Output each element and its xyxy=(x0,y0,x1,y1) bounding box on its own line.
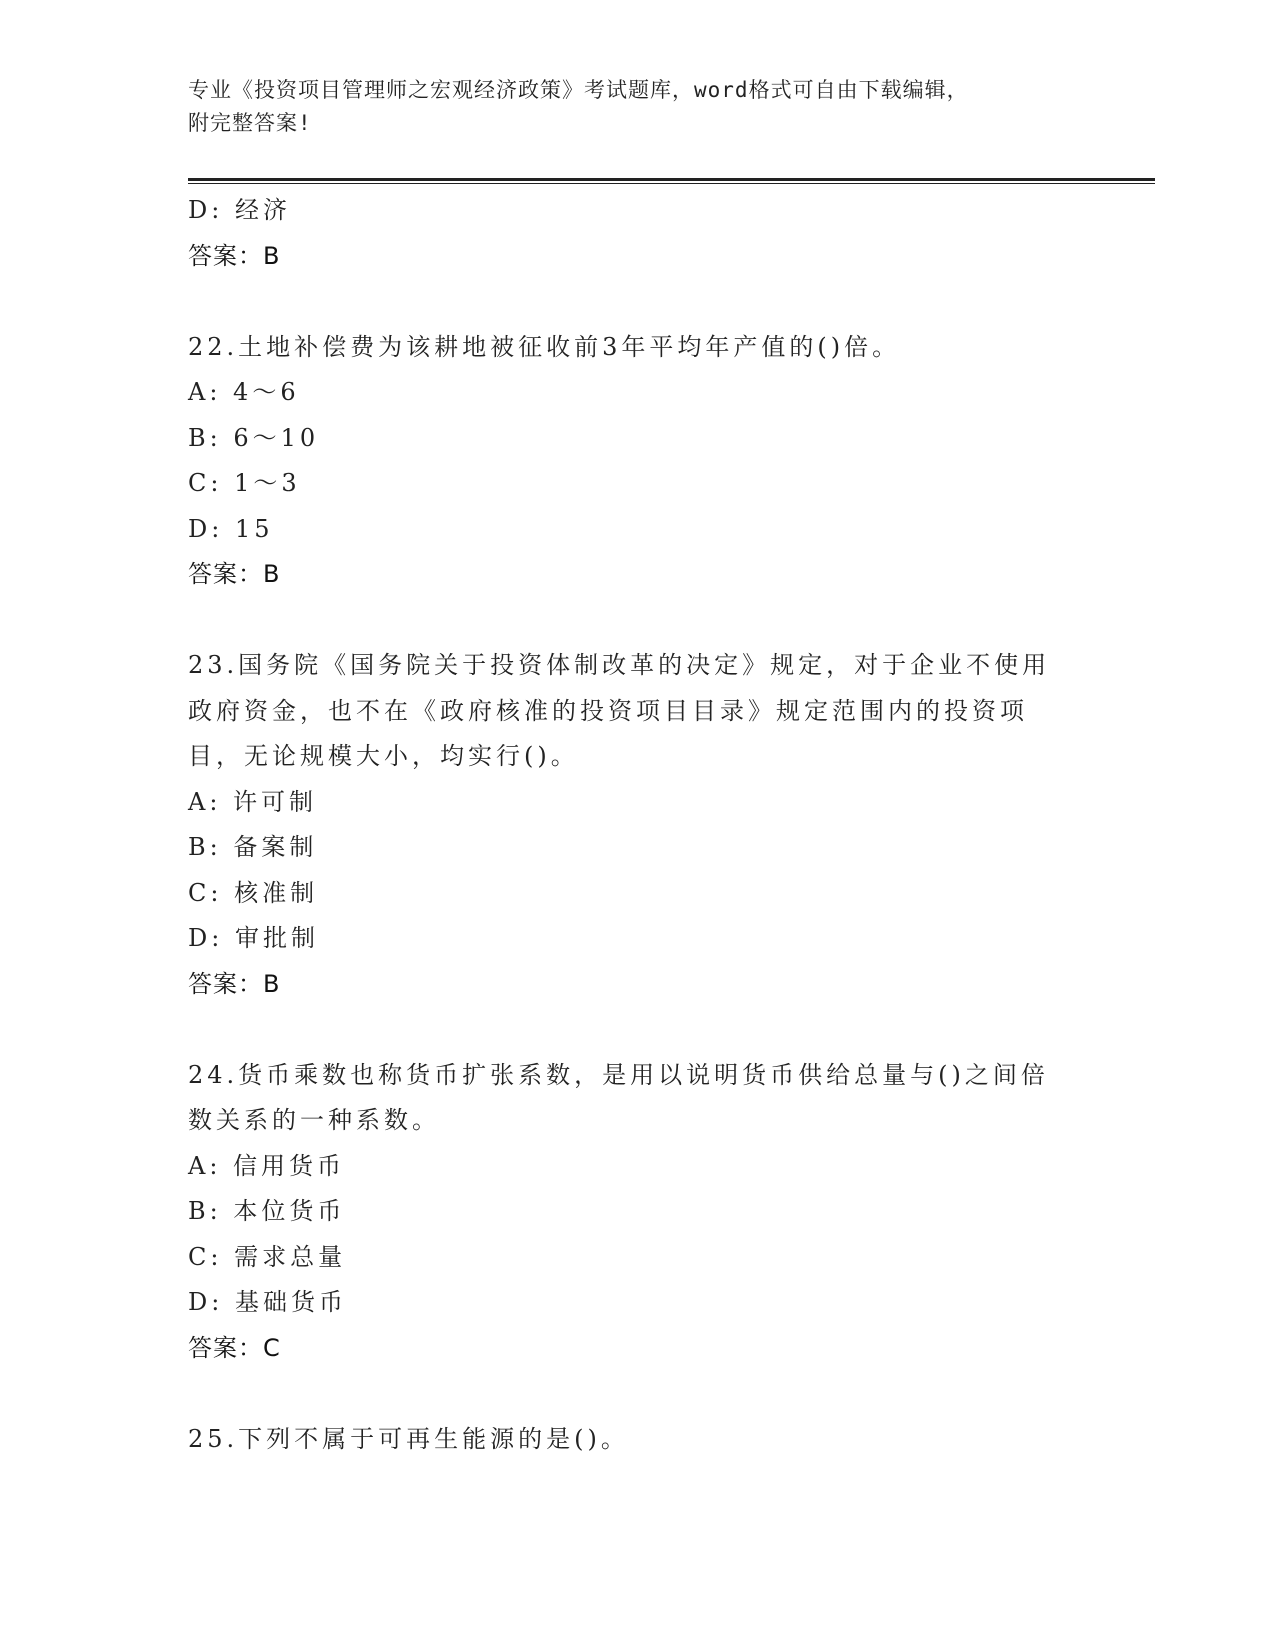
previous-question-tail xyxy=(188,188,1088,279)
option-c: C: 核准制 xyxy=(188,878,319,907)
option-d: D: 审批制 xyxy=(188,924,319,952)
header-line-1: 专业《投资项目管理师之宏观经济政策》考试题库，word格式可自由下载编辑， xyxy=(188,78,969,102)
option-a: A: 4～6 xyxy=(188,378,300,406)
question-stem-line-1: 24.货币乘数也称货币扩张系数，是用以说明货币供给总量与()之间倍 xyxy=(188,1060,1049,1089)
header-line-2: 附完整答案! xyxy=(188,111,312,135)
option-d: D: 基础货币 xyxy=(188,1288,347,1316)
question-list xyxy=(188,188,1088,1462)
question-stem: 22.土地补偿费为该耕地被征收前3年平均年产值的()倍。 xyxy=(188,332,901,361)
option-c: C: 1～3 xyxy=(188,469,301,497)
option-d: D: 经济 xyxy=(188,196,291,224)
option-a: A: 许可制 xyxy=(188,787,318,816)
answer-line: 答案：B xyxy=(188,241,281,270)
option-b: B: 备案制 xyxy=(188,833,318,861)
option-a: A: 信用货币 xyxy=(188,1151,346,1180)
answer-line: 答案：B xyxy=(188,560,281,588)
question-stem: 25.下列不属于可再生能源的是()。 xyxy=(188,1424,629,1453)
header-divider xyxy=(188,178,1155,181)
option-c: C: 需求总量 xyxy=(188,1242,347,1271)
option-d: D: 15 xyxy=(188,514,274,543)
document-header xyxy=(188,74,1068,140)
answer-line: 答案：C xyxy=(188,1333,281,1362)
question-23 xyxy=(188,643,1088,1007)
question-24 xyxy=(188,1053,1088,1372)
option-b: B: 本位货币 xyxy=(188,1197,346,1225)
question-stem-line-3: 目，无论规模大小，均实行()。 xyxy=(188,742,579,770)
option-b: B: 6～10 xyxy=(188,423,320,452)
question-25 xyxy=(188,1417,1088,1463)
answer-line: 答案：B xyxy=(188,969,281,998)
header-divider-thin xyxy=(188,183,1155,184)
question-22 xyxy=(188,325,1088,598)
question-stem-line-1: 23.国务院《国务院关于投资体制改革的决定》规定，对于企业不使用 xyxy=(188,651,1051,679)
question-stem-line-2: 政府资金，也不在《政府核准的投资项目目录》规定范围内的投资项 xyxy=(188,696,1028,725)
question-stem-line-2: 数关系的一种系数。 xyxy=(188,1106,440,1134)
